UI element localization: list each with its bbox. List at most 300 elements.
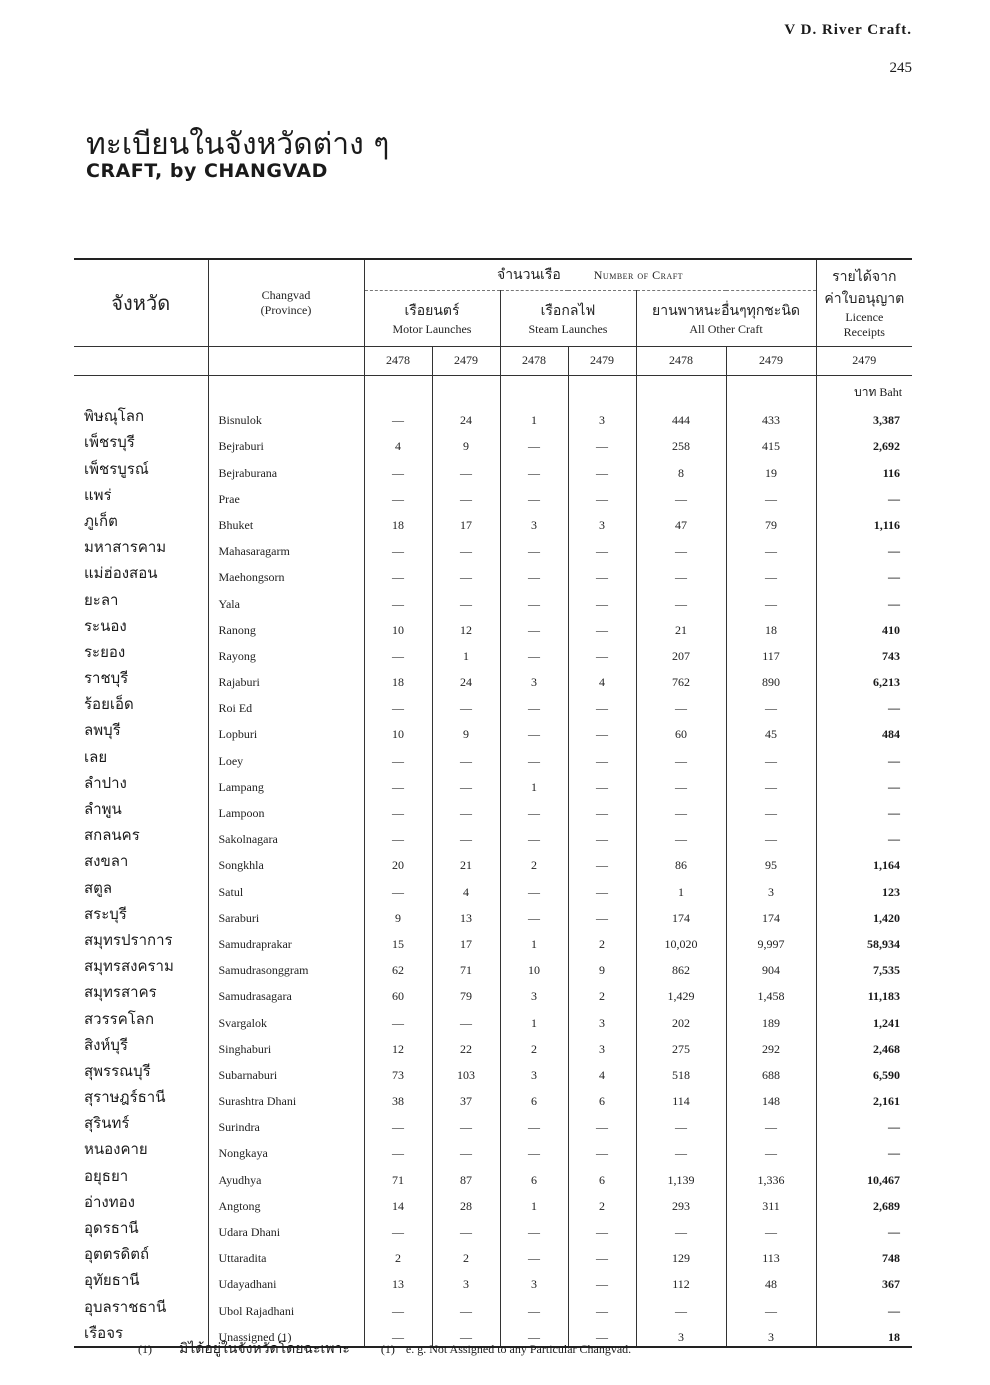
- steam-launches-2479: —: [568, 613, 636, 639]
- motor-launches-2478: —: [364, 560, 432, 586]
- steam-launches-2479: —: [568, 1215, 636, 1241]
- table-row: [74, 901, 912, 927]
- province-english: Bejraburana: [208, 455, 364, 481]
- province-thai: ระยอง: [84, 642, 126, 661]
- province-thai: แม่ฮ่องสอน: [84, 564, 158, 583]
- steam-launches-2478: —: [500, 796, 568, 822]
- other-craft-2478: 86: [636, 848, 726, 874]
- licence-receipts-2479: —: [816, 743, 912, 769]
- other-craft-2478: —: [636, 1110, 726, 1136]
- other-craft-2479: —: [726, 534, 816, 560]
- steam-launches-2478: —: [500, 1293, 568, 1319]
- table-row: [74, 403, 912, 429]
- number-of-craft-english: Number of Craft: [593, 267, 684, 282]
- other-craft-2478: —: [636, 1136, 726, 1162]
- motor-launches-2479: 22: [432, 1032, 500, 1058]
- steam-launches-2479: —: [568, 1241, 636, 1267]
- other-craft-2478: 518: [636, 1058, 726, 1084]
- motor-launches-2479: 28: [432, 1189, 500, 1215]
- licence-receipts-2479: 743: [816, 639, 912, 665]
- motor-launches-2478: 10: [364, 613, 432, 639]
- other-craft-2479: 311: [726, 1189, 816, 1215]
- licence-receipts-2479: 58,934: [816, 927, 912, 953]
- motor-launches-2479: 1: [432, 639, 500, 665]
- province-thai: เลย: [84, 747, 108, 766]
- steam-launches-2479: 2: [568, 1189, 636, 1215]
- year-header: 2479: [816, 346, 912, 375]
- province-english-header: [208, 260, 364, 346]
- receipts-english-line2: Receipts: [843, 324, 885, 339]
- licence-receipts-2479: —: [816, 534, 912, 560]
- motor-launches-2478: 15: [364, 927, 432, 953]
- other-craft-2479: —: [726, 586, 816, 612]
- licence-receipts-2479: 410: [816, 613, 912, 639]
- table-row: [74, 1110, 912, 1136]
- motor-launches-2478: 14: [364, 1189, 432, 1215]
- province-thai: เรือจร: [84, 1323, 124, 1342]
- table-row: [74, 1058, 912, 1084]
- table-row: [74, 743, 912, 769]
- table-row: [74, 639, 912, 665]
- steam-launches-2478: 3: [500, 665, 568, 691]
- table-row: [74, 1005, 912, 1031]
- steam-launches-2479: —: [568, 743, 636, 769]
- craft-by-changvad-table: [74, 260, 912, 1346]
- steam-launches-2478: 6: [500, 1162, 568, 1188]
- table-row: [74, 1215, 912, 1241]
- licence-receipts-2479: —: [816, 770, 912, 796]
- other-craft-2478: —: [636, 822, 726, 848]
- year-header: 2478: [636, 346, 726, 375]
- steam-launches-2478: —: [500, 874, 568, 900]
- table-row: [74, 691, 912, 717]
- table-header: [74, 260, 912, 375]
- motor-launches-2478: 20: [364, 848, 432, 874]
- motor-launches-2478: —: [364, 534, 432, 560]
- province-thai: เพ็ชรบุรี: [84, 433, 135, 452]
- other-craft-2479: 3: [726, 1320, 816, 1346]
- footnote: [138, 1338, 631, 1360]
- province-thai: แพร่: [84, 485, 112, 504]
- receipts-english-line1: Licence: [845, 309, 884, 324]
- other-craft-2479: —: [726, 796, 816, 822]
- province-thai: ลำปาง: [84, 773, 127, 792]
- motor-launches-2478: 62: [364, 953, 432, 979]
- other-craft-2478: 258: [636, 429, 726, 455]
- steam-launches-2479: —: [568, 586, 636, 612]
- steam-launches-2478: 1: [500, 927, 568, 953]
- table-row: [74, 1084, 912, 1110]
- steam-launches-2479: —: [568, 1110, 636, 1136]
- province-thai: ราชบุรี: [84, 669, 129, 688]
- steam-launches-2479: —: [568, 1136, 636, 1162]
- motor-launches-2479: —: [432, 455, 500, 481]
- province-thai: สุรินทร์: [84, 1114, 130, 1133]
- steam-launches-2479: 4: [568, 665, 636, 691]
- motor-launches-2479: —: [432, 560, 500, 586]
- other-craft-2479: 688: [726, 1058, 816, 1084]
- steam-launches-2479: 2: [568, 927, 636, 953]
- steam-launches-2479: —: [568, 1267, 636, 1293]
- province-english: Samudrasonggram: [208, 953, 364, 979]
- province-thai: อุดรธานี: [84, 1219, 139, 1237]
- licence-receipts-2479: 1,420: [816, 901, 912, 927]
- steam-launches-2478: —: [500, 455, 568, 481]
- province-english: Loey: [208, 743, 364, 769]
- other-craft-2479: 117: [726, 639, 816, 665]
- province-english: Bhuket: [208, 508, 364, 534]
- craft-table-container: [74, 258, 912, 1348]
- other-craft-2478: 762: [636, 665, 726, 691]
- steam-launches-2479: 3: [568, 403, 636, 429]
- other-craft-2479: —: [726, 1136, 816, 1162]
- motor-launches-2478: —: [364, 874, 432, 900]
- steam-launches-2479: 2: [568, 979, 636, 1005]
- motor-launches-2478: —: [364, 1320, 432, 1346]
- province-english: Rajaburi: [208, 665, 364, 691]
- footnote-mark: (1): [380, 1342, 395, 1356]
- motor-launches-2478: —: [364, 1136, 432, 1162]
- licence-receipts-2479: 6,213: [816, 665, 912, 691]
- motor-launches-2478: 9: [364, 901, 432, 927]
- licence-receipts-2479: 748: [816, 1241, 912, 1267]
- motor-launches-2479: —: [432, 482, 500, 508]
- province-thai: สกลนคร: [84, 826, 140, 845]
- steam-launches-2479: —: [568, 1293, 636, 1319]
- other-craft-2479: 415: [726, 429, 816, 455]
- motor-launches-2479: —: [432, 1215, 500, 1241]
- motor-launches-2479: 87: [432, 1162, 500, 1188]
- other-craft-english: All Other Craft: [689, 321, 763, 336]
- steam-launches-2478: 10: [500, 953, 568, 979]
- province-thai: อ่างทอง: [84, 1192, 135, 1211]
- footnote-thai: มิได้อยู่ในจังหวัดโดยฉะเพาะ: [179, 1341, 350, 1357]
- steam-launches-2478: —: [500, 822, 568, 848]
- other-craft-2478: —: [636, 560, 726, 586]
- motor-launches-2479: —: [432, 796, 500, 822]
- motor-launches-2479: —: [432, 1110, 500, 1136]
- province-thai: สวรรคโลก: [84, 1009, 155, 1028]
- table-row: [74, 1162, 912, 1188]
- steam-launches-2478: —: [500, 560, 568, 586]
- footnote-mark: (1): [138, 1342, 152, 1356]
- motor-launches-2478: 2: [364, 1241, 432, 1267]
- table-row: [74, 1267, 912, 1293]
- other-craft-2479: 113: [726, 1241, 816, 1267]
- province-thai-header: จังหวัด: [74, 260, 208, 346]
- other-craft-2478: 202: [636, 1005, 726, 1031]
- other-craft-2478: 10,020: [636, 927, 726, 953]
- steam-launches-2479: —: [568, 901, 636, 927]
- other-craft-2478: 293: [636, 1189, 726, 1215]
- licence-receipts-2479: —: [816, 1136, 912, 1162]
- motor-launches-header: [364, 290, 500, 346]
- steam-launches-2478: 1: [500, 770, 568, 796]
- other-craft-2478: —: [636, 586, 726, 612]
- steam-launches-2478: —: [500, 901, 568, 927]
- province-thai: สงขลา: [84, 852, 129, 871]
- other-craft-2478: —: [636, 796, 726, 822]
- licence-receipts-2479: 123: [816, 874, 912, 900]
- table-row: [74, 482, 912, 508]
- steam-launches-2478: 1: [500, 1189, 568, 1215]
- province-english: Bisnulok: [208, 403, 364, 429]
- steam-launches-2478: —: [500, 1241, 568, 1267]
- steam-launches-2478: 3: [500, 1058, 568, 1084]
- steam-launches-2479: —: [568, 482, 636, 508]
- licence-receipts-2479: 484: [816, 717, 912, 743]
- motor-launches-2479: 103: [432, 1058, 500, 1084]
- steam-launches-2478: 3: [500, 979, 568, 1005]
- province-thai: อุบลราชธานี: [84, 1297, 167, 1316]
- other-craft-2479: —: [726, 770, 816, 796]
- motor-launches-2479: —: [432, 1005, 500, 1031]
- steam-launches-2479: —: [568, 822, 636, 848]
- motor-launches-2478: —: [364, 639, 432, 665]
- licence-receipts-2479: 2,689: [816, 1189, 912, 1215]
- province-english: Ranong: [208, 613, 364, 639]
- other-craft-2478: 1,429: [636, 979, 726, 1005]
- other-craft-2478: 862: [636, 953, 726, 979]
- other-craft-2479: 48: [726, 1267, 816, 1293]
- title-english: CRAFT, by CHANGVAD: [86, 160, 328, 182]
- province-thai: ระนอง: [84, 616, 127, 635]
- province-english: Bejraburi: [208, 429, 364, 455]
- other-craft-2479: 292: [726, 1032, 816, 1058]
- licence-receipts-2479: 1,241: [816, 1005, 912, 1031]
- licence-receipts-2479: —: [816, 482, 912, 508]
- steam-launches-2478: —: [500, 1215, 568, 1241]
- other-craft-2479: 890: [726, 665, 816, 691]
- steam-launches-2478: —: [500, 534, 568, 560]
- other-craft-2479: —: [726, 1110, 816, 1136]
- province-english: Rayong: [208, 639, 364, 665]
- province-english: Unassigned (1): [208, 1320, 364, 1346]
- other-craft-2478: —: [636, 1293, 726, 1319]
- motor-launches-2479: 21: [432, 848, 500, 874]
- steam-launches-2479: —: [568, 1320, 636, 1346]
- licence-receipts-2479: 6,590: [816, 1058, 912, 1084]
- other-craft-2479: —: [726, 482, 816, 508]
- other-craft-2479: —: [726, 822, 816, 848]
- year-header: 2479: [726, 346, 816, 375]
- licence-receipts-2479: 11,183: [816, 979, 912, 1005]
- licence-receipts-2479: —: [816, 586, 912, 612]
- page-number: 245: [889, 60, 912, 76]
- province-english: Songkhla: [208, 848, 364, 874]
- province-english: Singhaburi: [208, 1032, 364, 1058]
- province-english: Nongkaya: [208, 1136, 364, 1162]
- steam-launches-2478: —: [500, 1110, 568, 1136]
- other-craft-2479: 433: [726, 403, 816, 429]
- steam-launches-2479: —: [568, 560, 636, 586]
- motor-launches-2478: 13: [364, 1267, 432, 1293]
- motor-launches-2479: —: [432, 1136, 500, 1162]
- other-craft-header: [636, 290, 816, 346]
- motor-launches-2479: —: [432, 1293, 500, 1319]
- table-row: [74, 560, 912, 586]
- number-of-craft-header: [364, 260, 816, 290]
- licence-receipts-2479: 2,692: [816, 429, 912, 455]
- province-english: Surashtra Dhani: [208, 1084, 364, 1110]
- steam-launches-2478: —: [500, 586, 568, 612]
- steam-launches-2479: —: [568, 874, 636, 900]
- licence-receipts-2479: —: [816, 796, 912, 822]
- province-english: Yala: [208, 586, 364, 612]
- licence-receipts-2479: 116: [816, 455, 912, 481]
- table-row: [74, 979, 912, 1005]
- other-craft-2478: 21: [636, 613, 726, 639]
- receipts-thai-line2: ค่าใบอนุญาต: [824, 290, 905, 307]
- table-row: [74, 665, 912, 691]
- province-english: Lopburi: [208, 717, 364, 743]
- motor-launches-2478: —: [364, 743, 432, 769]
- licence-receipts-2479: 3,387: [816, 403, 912, 429]
- other-craft-2479: 148: [726, 1084, 816, 1110]
- province-thai: หนองคาย: [84, 1140, 148, 1159]
- province-english: Udayadhani: [208, 1267, 364, 1293]
- province-thai: ลำพูน: [84, 800, 122, 818]
- table-row: [74, 848, 912, 874]
- table-row: [74, 1241, 912, 1267]
- table-row: [74, 822, 912, 848]
- steam-launches-2478: —: [500, 613, 568, 639]
- province-english-header-line2: (Province): [260, 302, 312, 317]
- table-row: [74, 953, 912, 979]
- motor-launches-2479: 24: [432, 665, 500, 691]
- year-header: 2479: [568, 346, 636, 375]
- province-english: Mahasaragarm: [208, 534, 364, 560]
- licence-receipts-2479: —: [816, 560, 912, 586]
- year-header: 2479: [432, 346, 500, 375]
- other-craft-2479: —: [726, 743, 816, 769]
- other-craft-2479: —: [726, 1293, 816, 1319]
- motor-launches-2479: 4: [432, 874, 500, 900]
- table-row: [74, 770, 912, 796]
- table-row: [74, 455, 912, 481]
- other-craft-2479: —: [726, 691, 816, 717]
- other-craft-2478: 207: [636, 639, 726, 665]
- other-craft-2478: —: [636, 770, 726, 796]
- motor-launches-2478: 18: [364, 508, 432, 534]
- other-craft-2479: 189: [726, 1005, 816, 1031]
- steam-launches-2478: 6: [500, 1084, 568, 1110]
- motor-launches-2478: —: [364, 1005, 432, 1031]
- motor-launches-2478: —: [364, 1215, 432, 1241]
- province-thai: มหาสารคาม: [84, 538, 167, 557]
- motor-launches-2479: 24: [432, 403, 500, 429]
- motor-launches-2479: —: [432, 822, 500, 848]
- steam-launches-2479: —: [568, 717, 636, 743]
- province-thai: สุราษฎร์ธานี: [84, 1088, 166, 1107]
- motor-launches-2479: —: [432, 1320, 500, 1346]
- steam-launches-2479: 3: [568, 1005, 636, 1031]
- motor-launches-2479: 79: [432, 979, 500, 1005]
- table-body: [74, 375, 912, 1346]
- licence-receipts-2479: 7,535: [816, 953, 912, 979]
- province-thai: สิงห์บุรี: [84, 1035, 128, 1054]
- steam-launches-2479: 9: [568, 953, 636, 979]
- steam-launches-thai: เรือกลไฟ: [540, 302, 596, 319]
- steam-launches-2478: —: [500, 1320, 568, 1346]
- motor-launches-2479: 9: [432, 717, 500, 743]
- steam-launches-2478: 2: [500, 848, 568, 874]
- other-craft-2479: 19: [726, 455, 816, 481]
- province-thai: ร้อยเอ็ด: [84, 695, 134, 714]
- motor-launches-2478: 38: [364, 1084, 432, 1110]
- other-craft-2478: 3: [636, 1320, 726, 1346]
- licence-receipts-2479: 2,161: [816, 1084, 912, 1110]
- motor-launches-thai: เรือยนตร์: [404, 302, 460, 319]
- year-header: 2478: [364, 346, 432, 375]
- province-thai: สมุทรสงคราม: [84, 957, 174, 976]
- licence-receipts-2479: 1,116: [816, 508, 912, 534]
- motor-launches-2478: —: [364, 770, 432, 796]
- motor-launches-2478: —: [364, 796, 432, 822]
- other-craft-2478: 112: [636, 1267, 726, 1293]
- province-english: Ayudhya: [208, 1162, 364, 1188]
- receipts-thai-line1: รายได้จาก: [832, 268, 897, 285]
- table-row: [74, 508, 912, 534]
- other-craft-2478: —: [636, 743, 726, 769]
- other-craft-2478: 60: [636, 717, 726, 743]
- steam-launches-2478: 1: [500, 1005, 568, 1031]
- other-craft-2478: 1: [636, 874, 726, 900]
- table-row: [74, 1032, 912, 1058]
- other-craft-2478: 47: [636, 508, 726, 534]
- licence-receipts-2479: —: [816, 1293, 912, 1319]
- steam-launches-2478: —: [500, 1136, 568, 1162]
- province-thai: พิษณุโลก: [84, 407, 145, 426]
- province-english: Angtong: [208, 1189, 364, 1215]
- other-craft-2478: 174: [636, 901, 726, 927]
- province-thai: สระบุรี: [84, 904, 127, 923]
- steam-launches-2479: —: [568, 770, 636, 796]
- motor-launches-2478: 10: [364, 717, 432, 743]
- steam-launches-2479: —: [568, 455, 636, 481]
- other-craft-2478: 444: [636, 403, 726, 429]
- motor-launches-2479: —: [432, 586, 500, 612]
- motor-launches-2479: —: [432, 770, 500, 796]
- province-thai: อยุธยา: [84, 1166, 129, 1185]
- steam-launches-2479: 4: [568, 1058, 636, 1084]
- steam-launches-2478: —: [500, 639, 568, 665]
- province-english: Lampang: [208, 770, 364, 796]
- table-row: [74, 1136, 912, 1162]
- other-craft-2478: —: [636, 482, 726, 508]
- other-craft-2478: —: [636, 1215, 726, 1241]
- steam-launches-2479: 6: [568, 1084, 636, 1110]
- steam-launches-2479: 6: [568, 1162, 636, 1188]
- motor-launches-2478: 18: [364, 665, 432, 691]
- motor-launches-2479: —: [432, 534, 500, 560]
- table-row: [74, 717, 912, 743]
- steam-launches-2479: —: [568, 691, 636, 717]
- province-thai: ภูเก็ต: [84, 511, 118, 530]
- motor-launches-2478: —: [364, 586, 432, 612]
- province-thai: สตูล: [84, 878, 113, 897]
- title-thai: ทะเบียนในจังหวัดต่าง ๆ: [86, 127, 390, 162]
- province-english: Satul: [208, 874, 364, 900]
- licence-receipts-2479: 2,468: [816, 1032, 912, 1058]
- licence-receipts-2479: —: [816, 1110, 912, 1136]
- table-row: [74, 927, 912, 953]
- other-craft-2479: —: [726, 560, 816, 586]
- steam-launches-2478: 3: [500, 1267, 568, 1293]
- other-craft-2479: 1,336: [726, 1162, 816, 1188]
- motor-launches-2479: 12: [432, 613, 500, 639]
- motor-launches-2479: 17: [432, 508, 500, 534]
